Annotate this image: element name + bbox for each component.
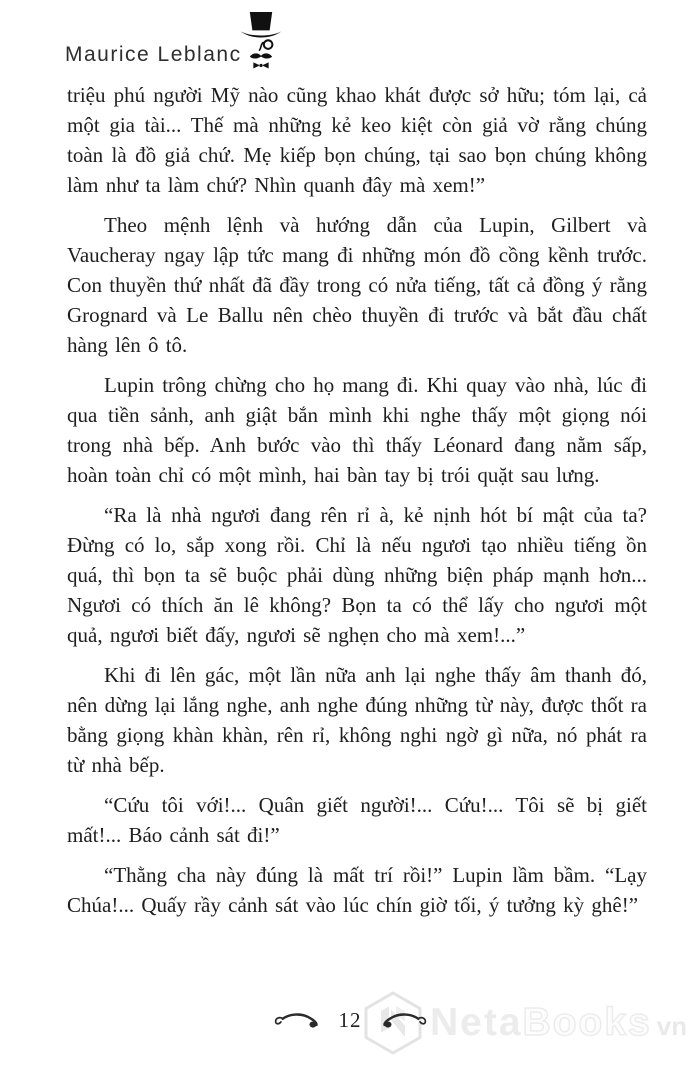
paragraph: triệu phú người Mỹ nào cũng khao khát được sở hữu; tóm lại, cả một gia tài... Thế mà những kẻ keo kiệt còn giả vờ rằng chúng toàn là đồ giả chứ. Mẹ kiếp bọn chúng, tại sao bọn chúng không làm như ta làm chứ? Nhìn quanh đây mà xem!”: [67, 83, 647, 197]
flourish-right-icon: [375, 1010, 427, 1032]
paragraph: “Cứu tôi với!... Quân giết người!... Cứu!... Tôi sẽ bị giết mất!... Báo cảnh sát đi!”: [67, 793, 647, 847]
paragraph: Lupin trông chừng cho họ mang đi. Khi quay vào nhà, lúc đi qua tiền sảnh, anh giật bắn mình khi nghe thấy một giọng nói trong nhà bếp. Anh bước vào thì thấy Léonard đang nằm sấp, hoàn toàn chỉ có một mình, hai bàn tay bị trói quặt sau lưng.: [67, 373, 647, 487]
watermark-brand-tld: vn: [656, 1011, 688, 1041]
page-header: [65, 38, 242, 72]
paragraph: “Ra là nhà ngươi đang rên rỉ à, kẻ nịnh hót bí mật của ta? Đừng có lo, sắp xong rồi. Chỉ là nếu ngươi tạo nhiều tiếng ồn quá, thì bọn ta sẽ buộc phải dùng những biện pháp mạnh hơn... Ngươi có thích ăn lê không? Bọn ta có thể lấy cho ngươi một quả, ngươi biết đấy, ngươi sẽ nghẹn cho mà xem!...”: [67, 503, 647, 647]
watermark-brand-secondary: Books: [522, 1001, 652, 1044]
paragraph: “Thằng cha này đúng là mất trí rồi!” Lupin lầm bầm. “Lạy Chúa!... Quấy rầy cảnh sát vào lúc chín giờ tối, ý tưởng kỳ ghê!”: [67, 863, 647, 917]
page-body: [67, 80, 647, 930]
flourish-left-icon: [274, 1010, 326, 1032]
watermark-brand-main: Neta: [430, 1001, 523, 1044]
paragraph: Theo mệnh lệnh và hướng dẫn của Lupin, Gilbert và Vaucheray ngay lập tức mang đi những món đồ cồng kềnh trước. Con thuyền thứ nhất đã đầy trong có nửa tiếng, tất cả đồng ý rằng Grognard và Le Ballu nên chèo thuyền đi trước và bắt đầu chất hàng lên ô tô.: [67, 213, 647, 357]
author-name: Maurice Leblanc: [65, 43, 242, 66]
tophat-monocle-mustache-icon: [238, 11, 284, 70]
paragraph: Khi đi lên gác, một lần nữa anh lại nghe thấy âm thanh đó, nên dừng lại lắng nghe, anh nghe đúng những từ này, được thốt ra bằng giọng khàn khàn, rên rỉ, không nghi ngờ gì nữa, nó phát ra từ nhà bếp.: [67, 663, 647, 777]
page-footer: [0, 1008, 700, 1033]
page-number: 12: [338, 1008, 362, 1032]
